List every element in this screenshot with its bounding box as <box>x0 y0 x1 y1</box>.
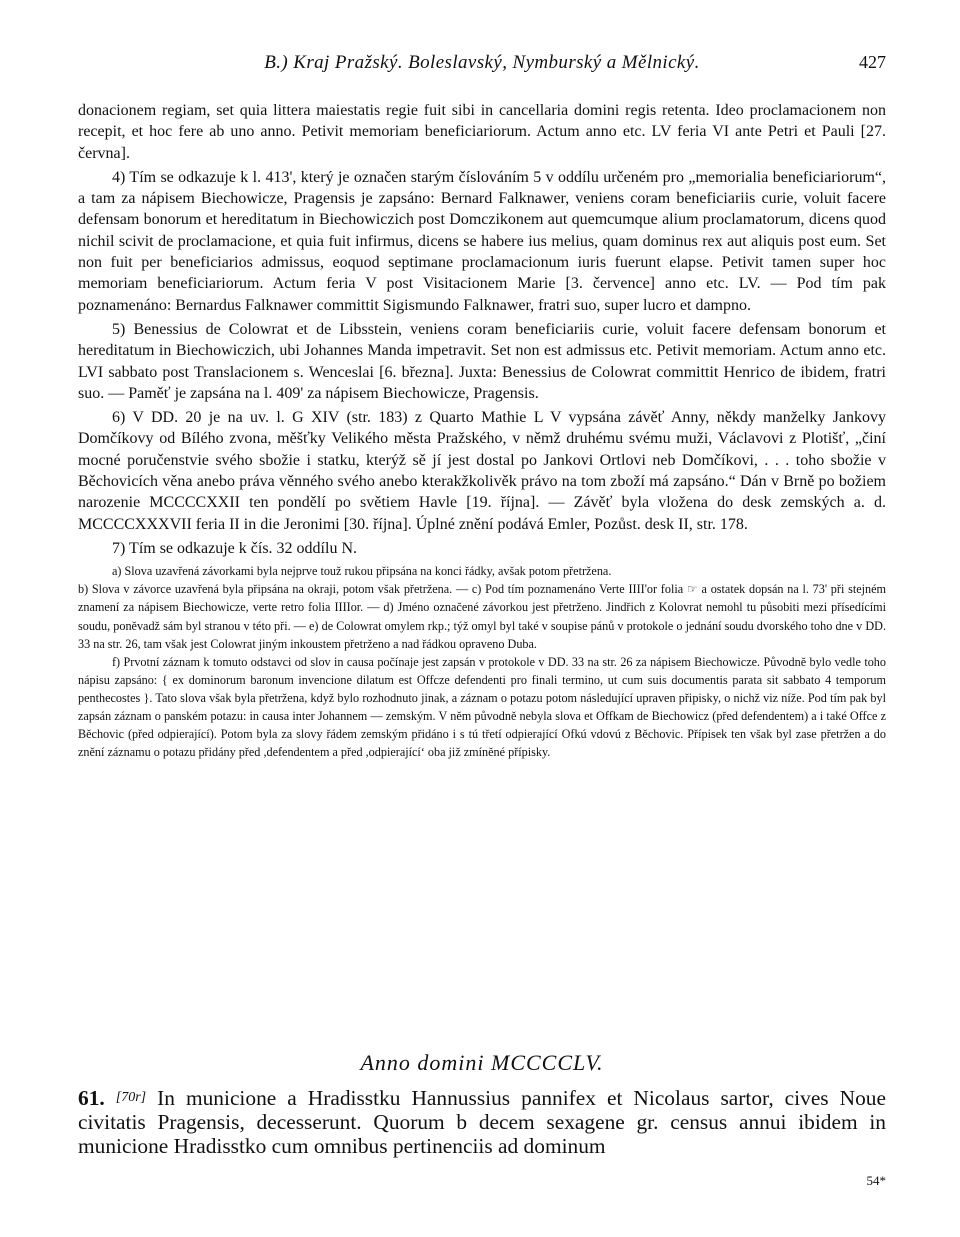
footnote-7: 7) Tím se odkazuje k čís. 32 oddílu N. <box>112 539 357 557</box>
signature-mark: 54* <box>866 1173 886 1188</box>
footnote-6: 6) V DD. 20 je na uv. l. G XIV (str. 183) z Quarto Mathie L V vypsána závěť Anny, někdy manželky Jankovy Domčíkovy od Bílého zvona, měšťky Velikého města Pražského, v němž druhému svému muži, Václavovi z Plotišť, „činí mocné poručenstvie svého sbožie i statku, kterýž sě jí jest dostal po Jankovi Ortlovi neb Domčíkovi, . . . toho sbožie v Běchovicích věna anebo práva věnného svého anebo kterakžkolivěk právo na tom zboží má zapsáno.“ Dán v Brně po božiem narozenie MCCCCXXII ten pondělí po světiem Havle [19. října]. — Závěť byla vložena do desk zemských a. d. MCCCCXXXVII feria II in die Jeronimi [30. října]. Úplné znění podává Emler, Pozůst. desk II, str. 178. <box>78 409 886 533</box>
entry-number: 61. <box>78 1086 105 1110</box>
footnote-continuation: donacionem regiam, set quia littera maiestatis regie fuit sibi in cancellaria domini regis retenta. Ideo proclamacionem non recepit, et hoc fere ab uno anno. Petivit memoriam beneficiariorum. Actum anno etc. LV feria VI ante Petri et Pauli [27. června]. <box>78 102 886 162</box>
footnotes-section <box>78 100 886 761</box>
apparatus-note-b-e: b) Slova v závorce uzavřená byla připsána na okraji, potom však přetržena. — c) Pod tím poznamenáno Verte IIII'or folia ☞ a ostatek dopsán na l. 73' při stejném znamení za nápisem Biechowicze, verte retro folia IIIIor. — d) Jméno označené závorkou jest přetrženo. Jindřich z Kolovrat nemohl tu působiti mezi přísedícími soudu, poněvadž sám byl stranou v této při. — e) de Colowrat omylem rkp.; týž omyl byl také v soupise pánů v protokole o jednání soudu dvorského toho dne v DD. 33 na str. 26, tam však jest Colowrat jiným inkoustem přetrženo a nad řádkou opraveno Duba. <box>78 582 886 651</box>
footnote-4: 4) Tím se odkazuje k l. 413', který je označen starým číslováním 5 v oddílu určeném pro „memorialia beneficiariorum“, a tam za nápisem Biechowicze, Pragensis je zapsáno: Bernard Falknawer, veniens coram beneficiariis curie, voluit facere defensam bonorum et hereditatum in Biechowiczich post Domczikonem aut quemcumque alium proclamatorum, dicens quod nichil scivit de proclamacione, et quia fuit infirmus, dicens se habere ius melius, quam dominus rex aut aliquis post eum. Set non fuit per beneficiarios admissus, eoquod septimane proclamacionum iuris fuerunt elapse. Petivit tamen super hoc memoriam beneficiariorum. Actum feria V post Visitacionem Marie [3. července] anno etc. LV. — Pod tím pak poznamenáno: Bernardus Falknawer committit Sigismundo Falknawer, fratri suo, super lucro et dampno. <box>78 168 886 314</box>
critical-apparatus <box>78 562 886 761</box>
page-header <box>78 52 886 82</box>
page-number: 427 <box>859 52 886 72</box>
year-heading: Anno domini MCCCCLV. <box>360 1050 604 1075</box>
entry-text: In municione a Hradisstku Hannussius pannifex et Nicolaus sartor, cives Noue civitatis Pragensis, decesserunt. Quorum b decem sexagene gr. census annui ibidem in municione Hradisstko cum omnibus pertinenciis ad dominum <box>78 1086 886 1158</box>
apparatus-note-f: f) Prvotní záznam k tomuto odstavci od slov in causa počínaje jest zapsán v protokole v DD. 33 na str. 26 za nápisem Biechowicze. Původně bylo vedle toho nápisu zapsáno: { ex dominorum baronum invencione dilatum est Offcze defendenti pro finali termino, ut cum suis documentis parata sit sabbato 4 temporum penthecostes }. Tato slova však byla přetržena, když bylo rozhodnuto jinak, a záznam o potazu potom následující upraven připisky, o nichž viz níže. Pod tím pak byl zapsán záznam o panském potazu: in causa inter Johannem — zemským. V něm původně nebyla slova et Offkam de Biechowicz (před defendentem) a i také Offce z Běchovic (před odpierající). Potom byla za slovy řádem zemským přidáno i s tú třetí odpierající Ofkú vdovú z Běchovic. Přípisek ten však byl zase přetržen a do znění záznamu o potazu přidány před ,defendentem a před ,odpierající‘ oba již zmíněné přípisky. <box>78 654 886 760</box>
apparatus-note-a: a) Slova uzavřená závorkami byla nejprve touž rukou připsána na konci řádky, avšak potom přetržena. <box>112 564 612 579</box>
entry-61 <box>78 1086 886 1158</box>
footnote-5: 5) Benessius de Colowrat et de Libsstein, veniens coram beneficiariis curie, voluit facere defensam bonorum et hereditatum in Biechowiczich, ubi Johannes Manda impetravit. Set non est admissus etc. Petivit memoriam. Actum anno etc. LVI sabbato post Translacionem s. Wenceslai [6. března]. Juxta: Benessius de Colowrat committit Henrico de ibidem, fratri suo. — Paměť je zapsána na l. 409' za nápisem Biechowicze, Pragensis. <box>78 320 886 402</box>
running-title: B.) Kraj Pražský. Boleslavský, Nymburský a Mělnický. <box>264 52 700 73</box>
folio-reference: [70r] <box>115 1090 147 1105</box>
